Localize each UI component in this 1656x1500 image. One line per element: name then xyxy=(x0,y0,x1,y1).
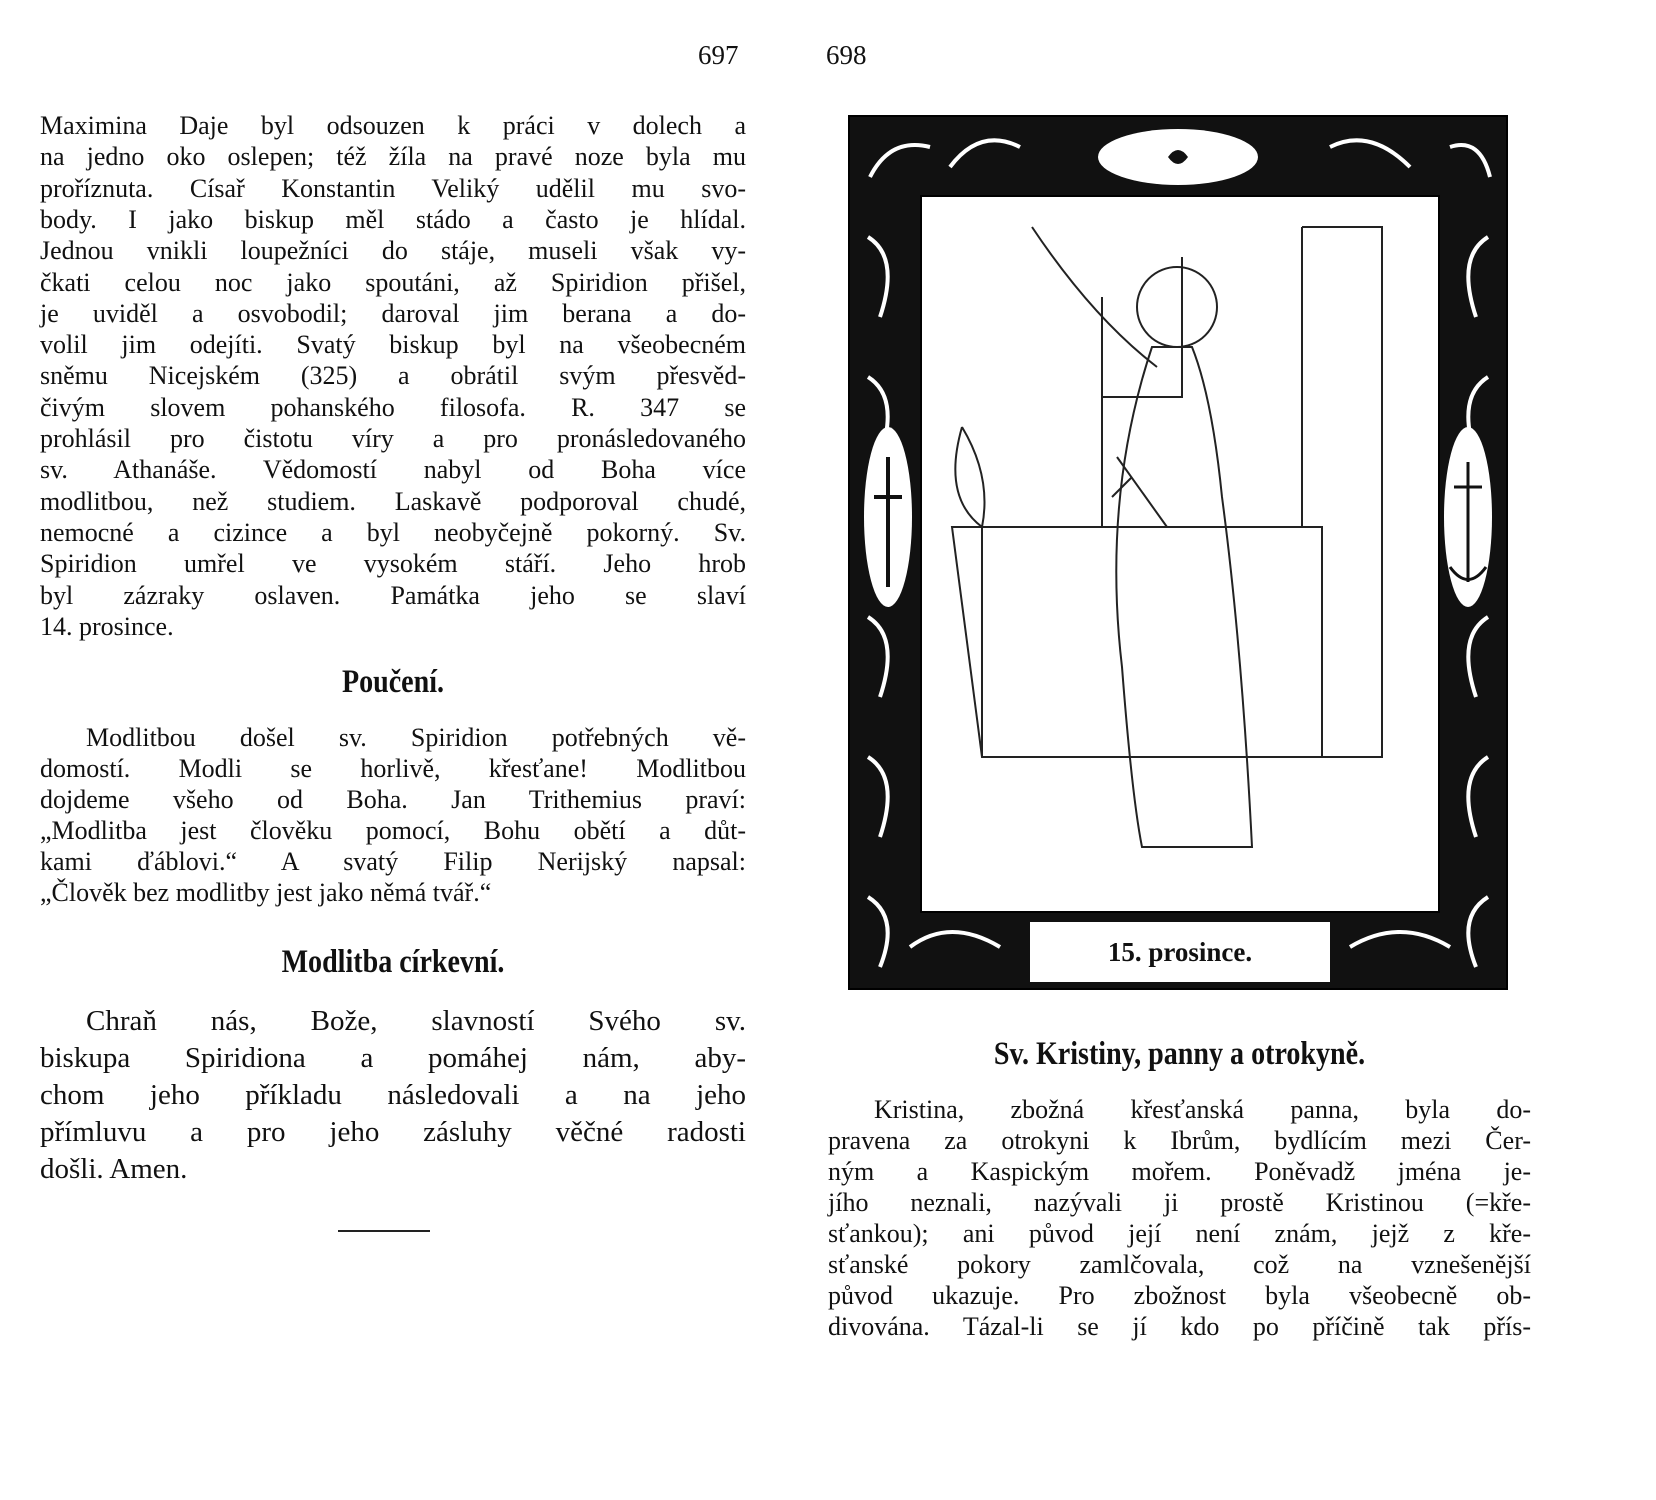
text-line: Jednou vnikli loupežníci do stáje, museli však vy- xyxy=(40,236,746,266)
text-line: čivým slovem pohanského filosofa. R. 347 se xyxy=(40,392,746,422)
text-line: modlitbou, než studiem. Laskavě podporoval chudé, xyxy=(40,486,746,516)
text-line: na jedno oko oslepen; též žíla na pravé noze byla mu xyxy=(40,142,746,172)
text-line: biskupa Spiridiona a pomáhej nám, aby- xyxy=(40,1042,746,1074)
text-line: kami ďáblovi.“ A svatý Filip Nerijský napsal: xyxy=(40,847,746,876)
text-line: je uviděl a osvobodil; daroval jim berana a do- xyxy=(40,298,746,328)
text-line: Spiridion umřel ve vysokém stáří. Jeho hrob xyxy=(40,549,746,579)
text-line: došli. Amen. xyxy=(40,1153,188,1185)
page-number-right: 698 xyxy=(826,40,867,70)
text-line: původ ukazuje. Pro zbožnost byla všeobecně ob- xyxy=(828,1281,1531,1310)
section-end-rule xyxy=(338,1230,430,1232)
text-line: domostí. Modli se horlivě, křesťane! Modlitbou xyxy=(40,754,746,783)
text-line: čkati celou noc jako spoutáni, až Spiridion přišel, xyxy=(40,267,746,297)
text-line: volil jim odejíti. Svatý biskup byl na všeobecném xyxy=(40,330,746,360)
text-line: pravena za otrokyni k Ibrům, bydlícím mezi Čer- xyxy=(828,1126,1531,1155)
text-line: „Člověk bez modlitby jest jako němá tvář.“ xyxy=(40,878,492,907)
text-line: sv. Athanáše. Vědomostí nabyl od Boha více xyxy=(40,455,746,485)
text-line: 14. prosince. xyxy=(40,611,174,641)
text-line: divována. Tázal-li se jí kdo po příčině tak přís- xyxy=(828,1312,1531,1341)
text-line: nemocné a cizince a byl neobyčejně pokorný. Sv. xyxy=(40,517,746,547)
text-line: dojdeme všeho od Boha. Jan Trithemius praví: xyxy=(40,785,746,814)
text-line: prohlásil pro čistotu víry a pro pronásledovaného xyxy=(40,424,746,453)
text-line: byl zázraky oslaven. Památka jeho se slaví xyxy=(40,580,746,610)
text-line: Chraň nás, Bože, slavností Svého sv. xyxy=(86,1005,746,1037)
left-page-column xyxy=(40,0,746,1500)
text-line: proříznuta. Císař Konstantin Veliký udělil mu svo- xyxy=(40,173,746,203)
text-line: sněmu Nicejském (325) a obrátil svým přesvěd- xyxy=(40,361,746,391)
heading-pouceni: Poučení. xyxy=(341,664,445,700)
text-line: body. I jako biskup měl stádo a často je hlídal. xyxy=(40,204,746,234)
text-line: jího neznali, nazývali ji prostě Kristinou (=kře- xyxy=(828,1188,1531,1217)
heading-sv-kristiny: Sv. Kristiny, panny a otrokyně. xyxy=(993,1036,1366,1072)
text-line: Kristina, zbožná křesťanská panna, byla do- xyxy=(874,1095,1531,1124)
text-line: Modlitbou došel sv. Spiridion potřebných vě- xyxy=(86,723,746,752)
text-line: „Modlitba jest člověku pomocí, Bohu obětí a důt- xyxy=(40,816,746,845)
text-line: sťanské pokory zamlčovala, což na vznešenější xyxy=(828,1250,1531,1279)
text-line: sťankou); ani původ její není znám, jejž z kře- xyxy=(828,1219,1531,1248)
text-line: Maximina Daje byl odsouzen k práci v dolech a xyxy=(40,111,746,140)
text-line: ným a Kaspickým mořem. Poněvadž jména je- xyxy=(828,1157,1531,1186)
text-line: chom jeho příkladu následovali a na jeho xyxy=(40,1079,746,1111)
page-number-left: 697 xyxy=(698,40,739,70)
text-line: přímluvu a pro jeho zásluhy věčné radosti xyxy=(40,1116,746,1148)
heading-modlitba: Modlitba církevní. xyxy=(281,944,505,980)
illustration-caption: 15. prosince. xyxy=(1030,922,1330,982)
right-page-column xyxy=(828,0,1531,1500)
